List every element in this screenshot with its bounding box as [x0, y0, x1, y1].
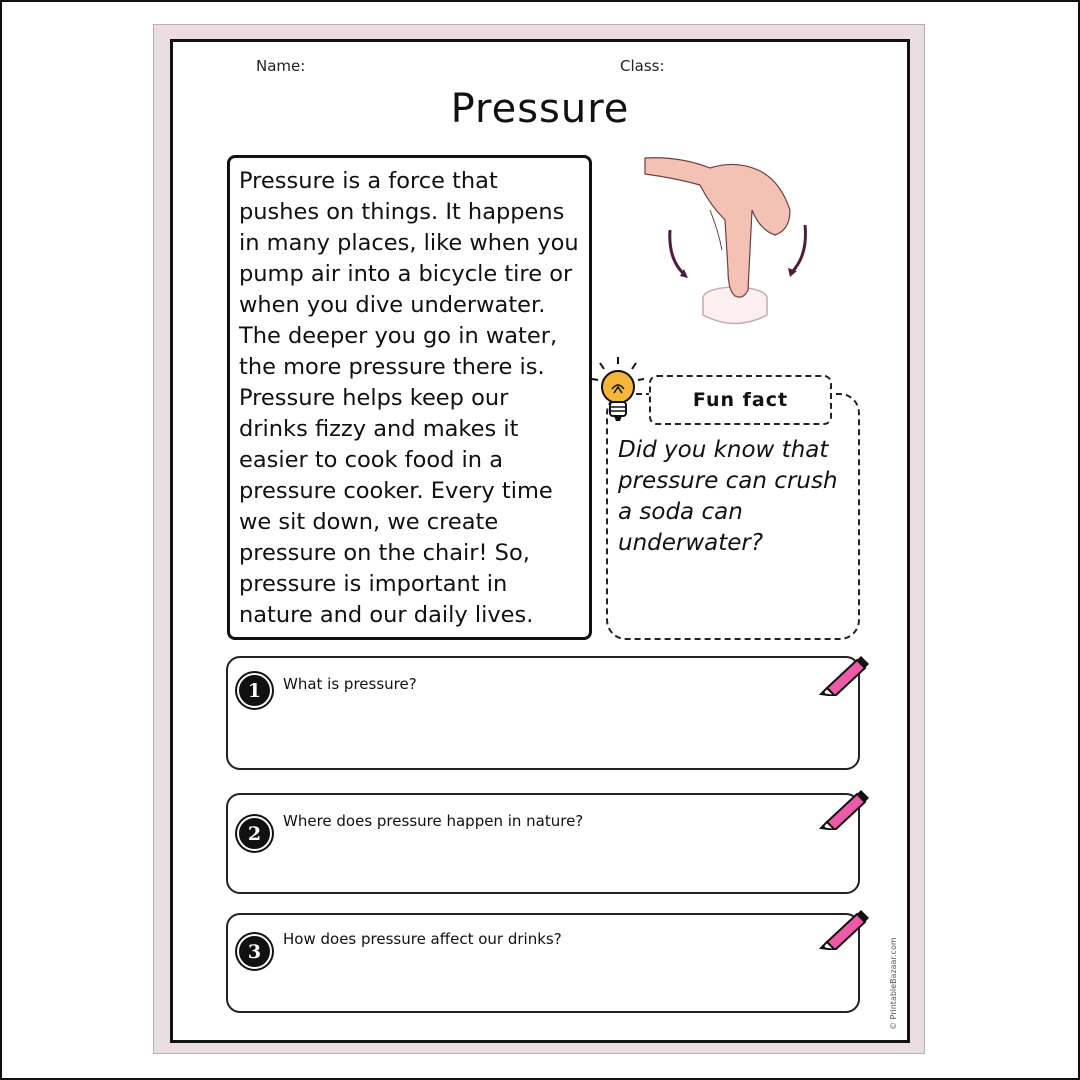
finger-pressing-button-icon — [640, 150, 830, 340]
pencil-icon — [817, 784, 869, 830]
question-number-3: 3 — [237, 934, 272, 969]
name-label: Name: — [256, 57, 306, 75]
pencil-icon — [817, 904, 869, 950]
fun-fact-text: Did you know that pressure can crush a soda can underwater? — [618, 437, 838, 556]
page-title: Pressure — [450, 86, 630, 132]
question-text-2: Where does pressure happen in nature? — [283, 812, 584, 830]
question-text-1: What is pressure? — [283, 675, 417, 693]
answer-box-2[interactable] — [226, 793, 860, 894]
lightbulb-icon — [590, 355, 646, 425]
question-number-1: 1 — [237, 673, 272, 708]
fun-fact-label: Fun fact — [649, 375, 832, 425]
site-credit: © PrintableBazaar.com — [889, 937, 898, 1030]
reading-passage: Pressure is a force that pushes on things. It happens in many places, like when you pump air into a bicycle tire or when you dive underwater. The deeper you go in water, the more pressure there is. Pressure helps keep our drinks fizzy and makes it easier to cook food in a pressure cooker. Every time we sit down, we create pressure on the chair! So, pressure is important in nature and our daily lives. — [227, 155, 592, 640]
answer-box-1[interactable] — [226, 656, 860, 770]
class-label: Class: — [620, 57, 665, 75]
pencil-icon — [817, 650, 869, 696]
question-number-2: 2 — [237, 816, 272, 851]
question-text-3: How does pressure affect our drinks? — [283, 930, 562, 948]
answer-box-3[interactable] — [226, 913, 860, 1013]
